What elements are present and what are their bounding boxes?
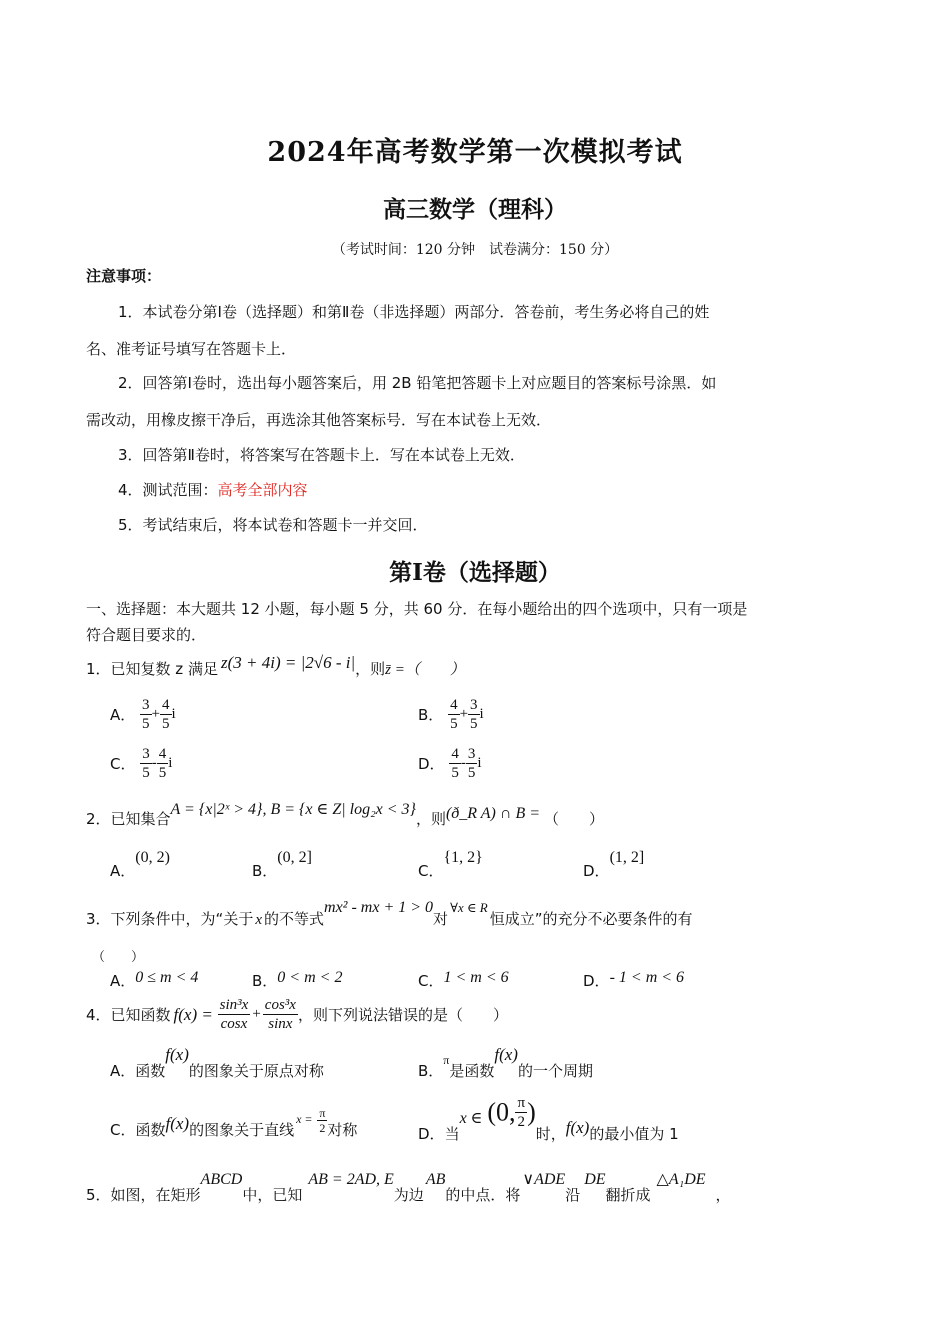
notice-item-1-line-2: 名、准考证号填写在答题卡上． (86, 340, 297, 358)
q2-option-a-label: A． (110, 862, 136, 880)
q4-option-c[interactable]: C．函数f(x)的图象关于直线$_{x =}$ $\frac{\pi}{2}$ 对称 (110, 1106, 358, 1139)
q2-option-c[interactable] (418, 846, 483, 880)
notice-heading: 注意事项： (86, 267, 162, 285)
question-5-stem: 5．如图，在矩形ABCD中，已知AB = 2AD, E为边AB的中点．将∨ADE沿DE翻折成△A₁DE， (86, 1171, 731, 1204)
q1-a-frac-1: $\frac{3}{5}$ (142, 697, 150, 732)
q4-option-d[interactable]: D．当x ∈ (0, $\frac{\pi}{2}$ )时，f(x)的最小值为 1 (418, 1095, 679, 1143)
q2-option-b[interactable] (252, 846, 312, 880)
q4-option-d-label: D． (418, 1125, 445, 1143)
q2-option-a[interactable] (110, 846, 170, 880)
exam-info: （考试时间：120 分钟 试卷满分：150 分） (331, 242, 619, 258)
q3-formula: mx² - mx + 1 > 0 (324, 899, 434, 916)
q1-formula: z(3 + 4i) = |2√6 - i| (220, 653, 356, 672)
q2-formula: A = {x|2ˣ > 4}, B = {x ∈ Z| log₂x < 3} (170, 801, 416, 818)
q3-option-c-label: C． (418, 972, 444, 990)
notice-item-4 (118, 479, 308, 500)
question-1-stem (86, 653, 465, 679)
section-intro-line-2: 符合题目要求的． (86, 626, 207, 644)
q1-option-a[interactable]: A． $\frac{3}{5}$ + $\frac{4}{5}$ i (110, 697, 176, 732)
q3-option-a-value: 0 ≤ m < 4 (135, 969, 199, 986)
q4-option-b-label: B． (418, 1062, 444, 1080)
q2-option-d-label: D． (583, 862, 610, 880)
q3-text-b: 的不等式 (264, 910, 325, 928)
q4-option-c-f: f(x) (165, 1114, 190, 1133)
question-4-stem: 4．已知函数 f(x) = $\frac{\text{sin³x}}{\cos x}$ + $\frac{\text{cos³x}}{\sin x}$ ，则下列说法错误的是（ ） (86, 997, 508, 1032)
q4-frac-1: $\frac{\text{sin³x}}{\cos x}$ (219, 997, 249, 1032)
q3-option-a[interactable] (110, 970, 198, 991)
exam-title: 2024年高考数学第一次模拟考试 (267, 137, 683, 168)
q1-text-a: 1．已知复数 z 满足 (86, 660, 218, 678)
notice-item-2-line-1: 2．回答第Ⅰ卷时，选出每小题答案后，用 2B 铅笔把答题卡上对应题目的答案标号涂黑．如 (118, 374, 717, 392)
q1-c-frac-1: $\frac{3}{5}$ (142, 746, 150, 781)
q1-option-a-label: A． (110, 706, 136, 724)
section-title: 第Ⅰ卷（选择题） (389, 559, 561, 586)
q2-text-a: 2．已知集合 (86, 810, 171, 828)
q1-option-d[interactable]: D． $\frac{4}{5}$ - $\frac{3}{5}$ i (418, 746, 482, 781)
notice-item-4-scope: 高考全部内容 (217, 481, 308, 499)
q4-option-a-label: A． (110, 1062, 136, 1080)
q1-a-frac-2: $\frac{4}{5}$ (162, 697, 170, 732)
q4-option-a[interactable]: A．函数f(x)的图象关于原点对称 (110, 1045, 324, 1080)
q1-option-b[interactable]: B． $\frac{4}{5}$ + $\frac{3}{5}$ i (418, 697, 484, 732)
q1-option-b-label: B． (418, 706, 444, 724)
q3-option-c[interactable] (418, 970, 509, 991)
q4-text-b: ，则下列说法错误的是（ ） (297, 1006, 508, 1024)
q4-option-d-frac: $\frac{\pi}{2}$ (517, 1095, 526, 1130)
q4-option-c-label: C． (110, 1121, 136, 1139)
q1-d-frac-2: $\frac{3}{5}$ (467, 746, 476, 781)
q4-option-a-f: f(x) (165, 1045, 189, 1064)
q3-option-b-value: 0 < m < 2 (277, 969, 343, 986)
notice-item-3: 3．回答第Ⅱ卷时，将答案写在答题卡上．写在本试卷上无效． (118, 446, 525, 464)
q1-conjugate: z̄ =（ ） (385, 662, 465, 678)
q3-text-c: 对 (433, 910, 449, 928)
q4-frac-2: $\frac{\text{cos³x}}{\sin x}$ (264, 997, 296, 1032)
section-intro-line-1: 一、选择题：本大题共 12 小题，每小题 5 分，共 60 分．在每小题给出的四个选项中，只有一项是 (86, 600, 748, 618)
q2-option-c-label: C． (418, 862, 444, 880)
question-2-stem (86, 801, 605, 829)
q4-option-b-f: f(x) (494, 1045, 518, 1064)
notice-item-1-line-1: 1．本试卷分第Ⅰ卷（选择题）和第Ⅱ卷（非选择题）两部分．答卷前，考生务必将自己的姓 (118, 303, 710, 321)
q2-formula-2: (ð_R A) ∩ B = (445, 805, 541, 822)
q4-option-b-pi: π (443, 1053, 450, 1067)
notice-item-5: 5．考试结束后，将本试卷和答题卡一并交回． (118, 516, 428, 534)
q4-option-b[interactable]: B．$_\pi$是函数f(x)的一个周期 (418, 1045, 593, 1080)
q3-option-a-label: A． (110, 972, 136, 990)
q2-option-b-value: (0, 2] (277, 849, 312, 866)
q2-option-a-value: (0, 2) (135, 849, 170, 866)
q4-f-lhs: f(x) = (173, 1004, 213, 1024)
notice-item-2-line-2: 需改动，用橡皮擦干净后，再选涂其他答案标号．写在本试卷上无效． (86, 411, 552, 429)
q3-formula-2: ∀x ∈ R (450, 900, 488, 915)
q1-b-frac-1: $\frac{4}{5}$ (450, 697, 458, 732)
question-3-stem (86, 899, 693, 929)
q1-b-frac-2: $\frac{3}{5}$ (470, 697, 478, 732)
q2-option-c-value: {1, 2} (443, 849, 483, 866)
q3-text-d: 恒成立”的充分不必要条件的有 (489, 910, 693, 928)
q1-c-frac-2: $\frac{4}{5}$ (158, 746, 167, 781)
q3-option-b-label: B． (252, 972, 278, 990)
exam-subtitle: 高三数学（理科） (383, 196, 567, 223)
notice-item-4-prefix: 4．测试范围： (118, 481, 218, 499)
q2-option-d-value: (1, 2] (609, 849, 645, 866)
q3-paren: （ ） (92, 950, 145, 965)
q1-option-c[interactable]: C． $\frac{3}{5}$ - $\frac{4}{5}$ i (110, 746, 173, 781)
q3-option-d-value: - 1 < m < 6 (609, 969, 685, 986)
q4-option-d-f: f(x) (565, 1118, 590, 1137)
q2-text-b: ，则 (415, 810, 446, 828)
q3-option-d[interactable] (583, 970, 684, 991)
q3-option-d-label: D． (583, 972, 610, 990)
q2-option-b-label: B． (252, 862, 278, 880)
q1-text-b: ，则 (355, 660, 386, 678)
q1-d-frac-1: $\frac{4}{5}$ (451, 746, 459, 781)
q3-option-c-value: 1 < m < 6 (443, 969, 509, 986)
q2-option-d[interactable] (583, 846, 645, 880)
q1-option-c-label: C． (110, 755, 136, 773)
q1-option-d-label: D． (418, 755, 445, 773)
q4-option-c-frac: $\frac{\pi}{2}$ (319, 1106, 326, 1135)
q3-var-x: x (255, 912, 262, 928)
q3-option-b[interactable] (252, 970, 342, 991)
q2-paren: （ ） (544, 810, 605, 828)
q4-text-a: 4．已知函数 (86, 1006, 171, 1024)
q3-text-a: 3．下列条件中，为“关于 (86, 910, 254, 928)
